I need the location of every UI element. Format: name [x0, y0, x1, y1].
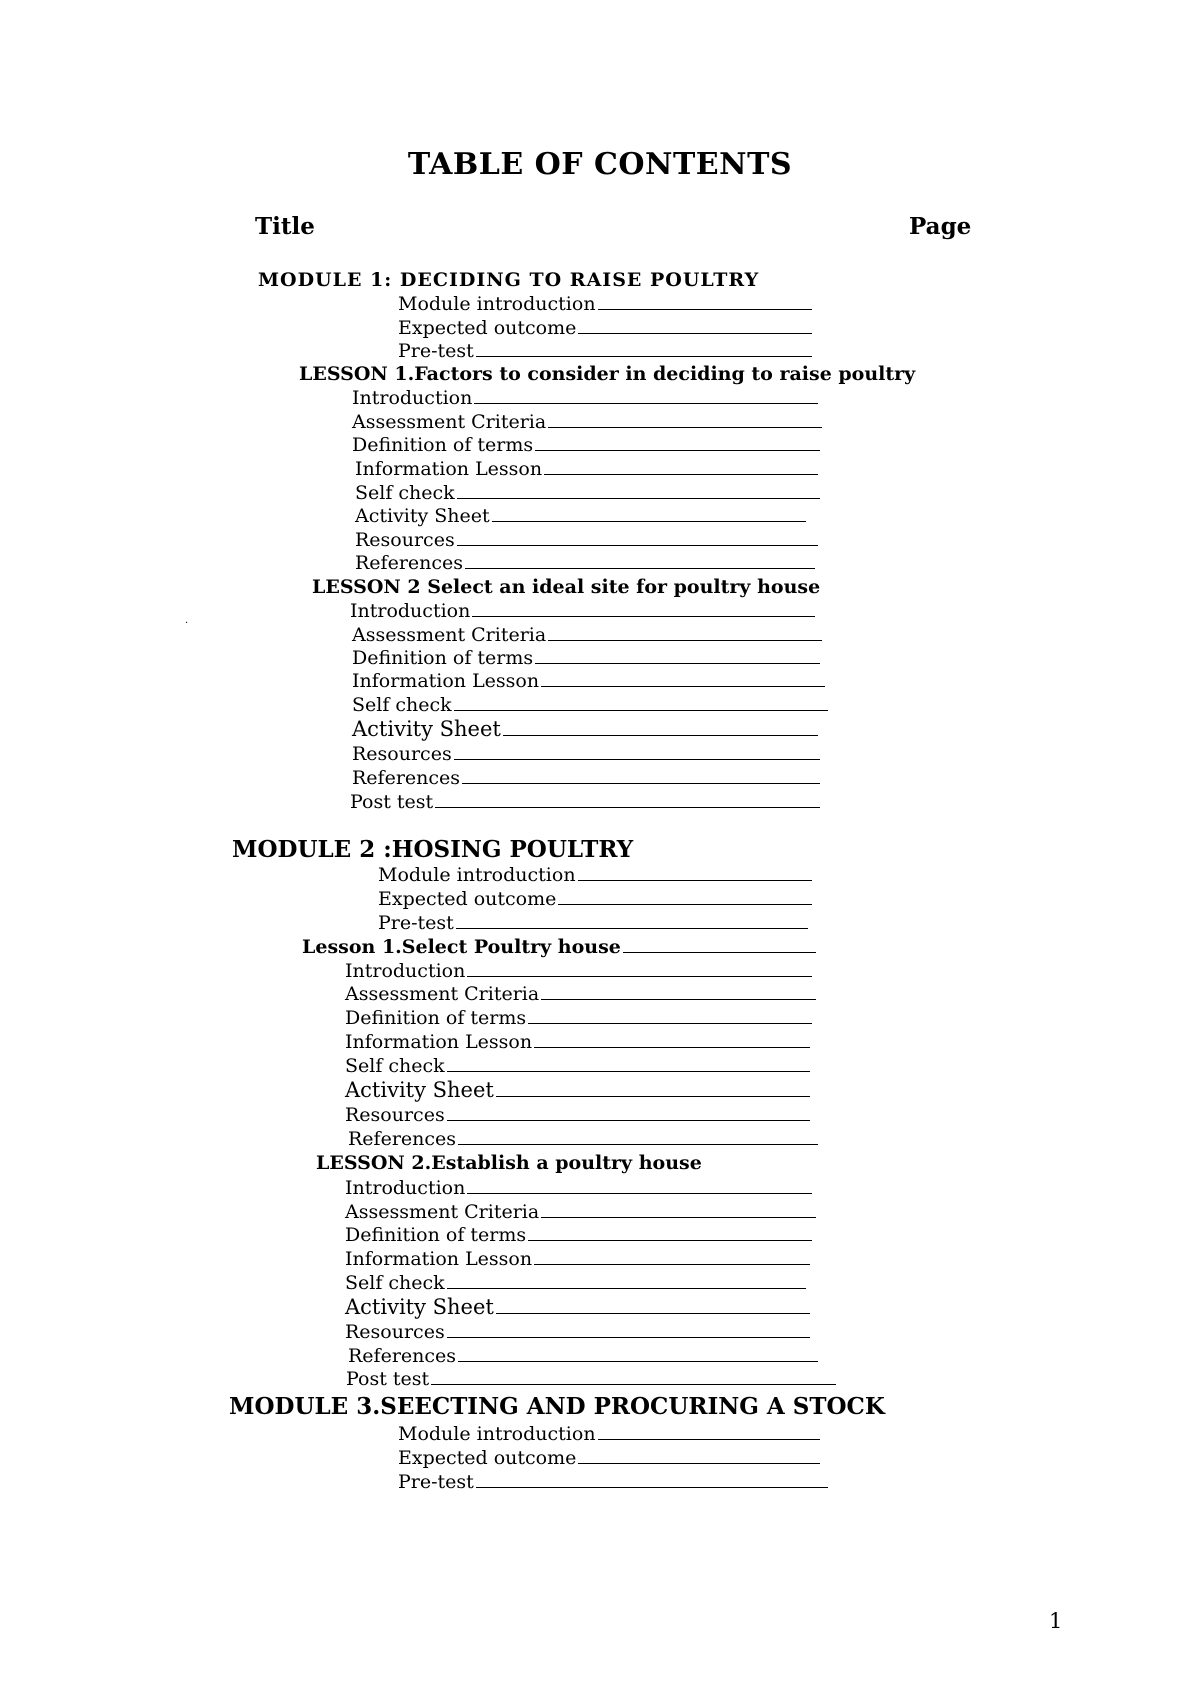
- leader-line: [544, 473, 818, 475]
- leader-line: [467, 975, 812, 977]
- module-heading-label: MODULE 2 :HOSING POULTRY: [232, 836, 634, 863]
- leader-line: [528, 1239, 812, 1241]
- leader-line: [598, 1438, 820, 1440]
- lesson-heading-label: LESSON 1.Factors to consider in deciding to raise poultry: [299, 363, 916, 385]
- leader-line: [535, 662, 820, 664]
- toc-entry: [398, 342, 812, 361]
- leader-line: [456, 927, 808, 929]
- module-heading: [258, 271, 759, 290]
- toc-entry-label: Definition of terms: [345, 1007, 527, 1029]
- leader-line: [578, 332, 812, 334]
- page-column-header: Page: [909, 213, 972, 240]
- page-title: TABLE OF CONTENTS: [407, 147, 793, 182]
- toc-entry: [345, 1226, 812, 1245]
- toc-entry-label: Post test: [350, 791, 434, 813]
- toc-entry: [348, 1130, 818, 1149]
- toc-entry-label: Module introduction: [378, 864, 576, 886]
- toc-entry-label: Expected outcome: [398, 317, 577, 339]
- toc-entry-label: Definition of terms: [352, 647, 534, 669]
- toc-entry: [355, 507, 806, 526]
- toc-entry-label: References: [355, 552, 464, 574]
- page-number: 1: [1049, 1609, 1063, 1633]
- toc-entry-label: Module introduction: [398, 293, 596, 315]
- toc-entry: [345, 1323, 810, 1342]
- toc-entry-label: References: [348, 1345, 457, 1367]
- toc-entry: [345, 1274, 806, 1293]
- toc-entry: [378, 866, 812, 885]
- toc-entry-label: Assessment Criteria: [352, 411, 547, 433]
- leader-line: [541, 998, 816, 1000]
- toc-entry-label: Self check: [345, 1055, 445, 1077]
- leader-line: [503, 734, 818, 736]
- leader-line: [467, 1192, 812, 1194]
- toc-entry-label: Resources: [345, 1104, 445, 1126]
- toc-entry-label: Self check: [355, 482, 455, 504]
- toc-entry: [345, 1179, 812, 1198]
- toc-entry: [398, 319, 812, 338]
- toc-entry: [352, 389, 818, 408]
- toc-entry: [355, 531, 818, 550]
- leader-line: [431, 1383, 836, 1385]
- toc-entry-label: Information Lesson: [352, 670, 540, 692]
- toc-entry: [398, 1449, 820, 1468]
- leader-line: [492, 520, 806, 522]
- leader-line: [623, 951, 816, 953]
- toc-entry: [345, 1080, 810, 1101]
- toc-entry: [350, 793, 820, 812]
- module-heading: [229, 1395, 885, 1418]
- leader-line: [472, 615, 815, 617]
- leader-line: [447, 1336, 810, 1338]
- title-column-header: Title: [255, 213, 315, 240]
- leader-line: [465, 567, 815, 569]
- leader-line: [474, 402, 818, 404]
- toc-entry-label: References: [352, 767, 461, 789]
- toc-entry: [352, 696, 828, 715]
- leader-line: [548, 426, 822, 428]
- toc-entry-label: Resources: [352, 743, 452, 765]
- leader-line: [534, 1263, 810, 1265]
- toc-entry-label: Introduction: [345, 960, 466, 982]
- toc-entry-label: Activity Sheet: [352, 717, 501, 741]
- leader-line: [462, 782, 820, 784]
- toc-entry-label: Definition of terms: [345, 1224, 527, 1246]
- leader-line: [454, 758, 820, 760]
- lesson-heading-label: LESSON 2 Select an ideal site for poultry house: [312, 576, 821, 598]
- leader-line: [435, 806, 820, 808]
- leader-line: [447, 1287, 806, 1289]
- toc-entry: [345, 1057, 810, 1076]
- toc-entry: [346, 1370, 836, 1389]
- lesson-heading-label: Lesson 1.Select Poultry house: [302, 936, 621, 958]
- toc-entry-label: Resources: [355, 529, 455, 551]
- toc-entry: [352, 672, 825, 691]
- toc-entry-label: Information Lesson: [355, 458, 543, 480]
- toc-entry: [355, 554, 815, 573]
- module-heading-label: MODULE 1: DECIDING TO RAISE POULTRY: [258, 269, 760, 291]
- toc-entry: [352, 719, 818, 740]
- leader-line: [535, 449, 820, 451]
- toc-entry: [355, 484, 820, 503]
- toc-entry: [352, 649, 820, 668]
- toc-entry-label: Post test: [346, 1368, 430, 1390]
- toc-entry: [352, 745, 820, 764]
- lesson-heading: [299, 365, 915, 384]
- toc-entry: [348, 1347, 818, 1366]
- toc-entry-label: Information Lesson: [345, 1248, 533, 1270]
- toc-entry: [345, 1250, 810, 1269]
- toc-entry: [345, 962, 812, 981]
- toc-entry: [398, 1473, 828, 1492]
- leader-line: [447, 1119, 810, 1121]
- leader-line: [476, 1486, 828, 1488]
- leader-line: [496, 1095, 810, 1097]
- toc-entry-label: Assessment Criteria: [345, 1201, 540, 1223]
- toc-entry-label: Pre-test: [398, 340, 474, 362]
- leader-line: [558, 903, 812, 905]
- leader-line: [454, 709, 828, 711]
- lesson-heading: [316, 1154, 702, 1173]
- toc-entry: [345, 1106, 810, 1125]
- toc-entry-label: Introduction: [345, 1177, 466, 1199]
- toc-entry-label: Expected outcome: [398, 1447, 577, 1469]
- toc-entry: [398, 1425, 820, 1444]
- toc-entry: [398, 295, 812, 314]
- toc-entry-label: Definition of terms: [352, 434, 534, 456]
- toc-entry: [352, 626, 822, 645]
- lesson-heading: [302, 938, 816, 957]
- toc-entry: [355, 460, 818, 479]
- toc-entry-label: Expected outcome: [378, 888, 557, 910]
- toc-entry-label: Introduction: [352, 387, 473, 409]
- leader-line: [578, 1462, 820, 1464]
- toc-entry-label: References: [348, 1128, 457, 1150]
- toc-entry: [352, 769, 820, 788]
- lesson-heading-label: LESSON 2.Establish a poultry house: [316, 1152, 702, 1174]
- leader-line: [541, 1216, 816, 1218]
- leader-line: [541, 685, 825, 687]
- leader-line: [534, 1046, 810, 1048]
- leader-line: [457, 497, 820, 499]
- toc-entry-label: Introduction: [350, 600, 471, 622]
- toc-entry-label: Self check: [345, 1272, 445, 1294]
- toc-entry: [378, 890, 812, 909]
- toc-entry-label: Module introduction: [398, 1423, 596, 1445]
- leader-line: [528, 1022, 812, 1024]
- toc-entry-label: Information Lesson: [345, 1031, 533, 1053]
- leader-line: [458, 1360, 818, 1362]
- toc-entry-label: Assessment Criteria: [345, 983, 540, 1005]
- lesson-heading: [312, 578, 820, 597]
- toc-entry-label: Activity Sheet: [345, 1078, 494, 1102]
- toc-entry: [345, 985, 816, 1004]
- toc-entry-label: Activity Sheet: [345, 1295, 494, 1319]
- toc-entry: [350, 602, 815, 621]
- leader-line: [578, 879, 812, 881]
- toc-entry-label: Resources: [345, 1321, 445, 1343]
- stray-mark: .: [185, 615, 189, 626]
- leader-line: [457, 544, 818, 546]
- toc-entry: [345, 1297, 810, 1318]
- toc-entry: [345, 1203, 816, 1222]
- leader-line: [496, 1312, 810, 1314]
- toc-entry-label: Self check: [352, 694, 452, 716]
- leader-line: [458, 1143, 818, 1145]
- leader-line: [447, 1070, 810, 1072]
- toc-entry-label: Activity Sheet: [355, 505, 490, 527]
- toc-entry: [352, 436, 820, 455]
- toc-entry: [345, 1009, 812, 1028]
- toc-entry-label: Assessment Criteria: [352, 624, 547, 646]
- toc-entry: [352, 413, 822, 432]
- toc-entry-label: Pre-test: [378, 912, 454, 934]
- toc-entry: [378, 914, 808, 933]
- toc-entry-label: Pre-test: [398, 1471, 474, 1493]
- leader-line: [476, 355, 812, 357]
- toc-entry: [345, 1033, 810, 1052]
- leader-line: [548, 639, 822, 641]
- module-heading: [232, 838, 633, 861]
- leader-line: [598, 308, 812, 310]
- module-heading-label: MODULE 3.SEECTING AND PROCURING A STOCK: [229, 1393, 885, 1420]
